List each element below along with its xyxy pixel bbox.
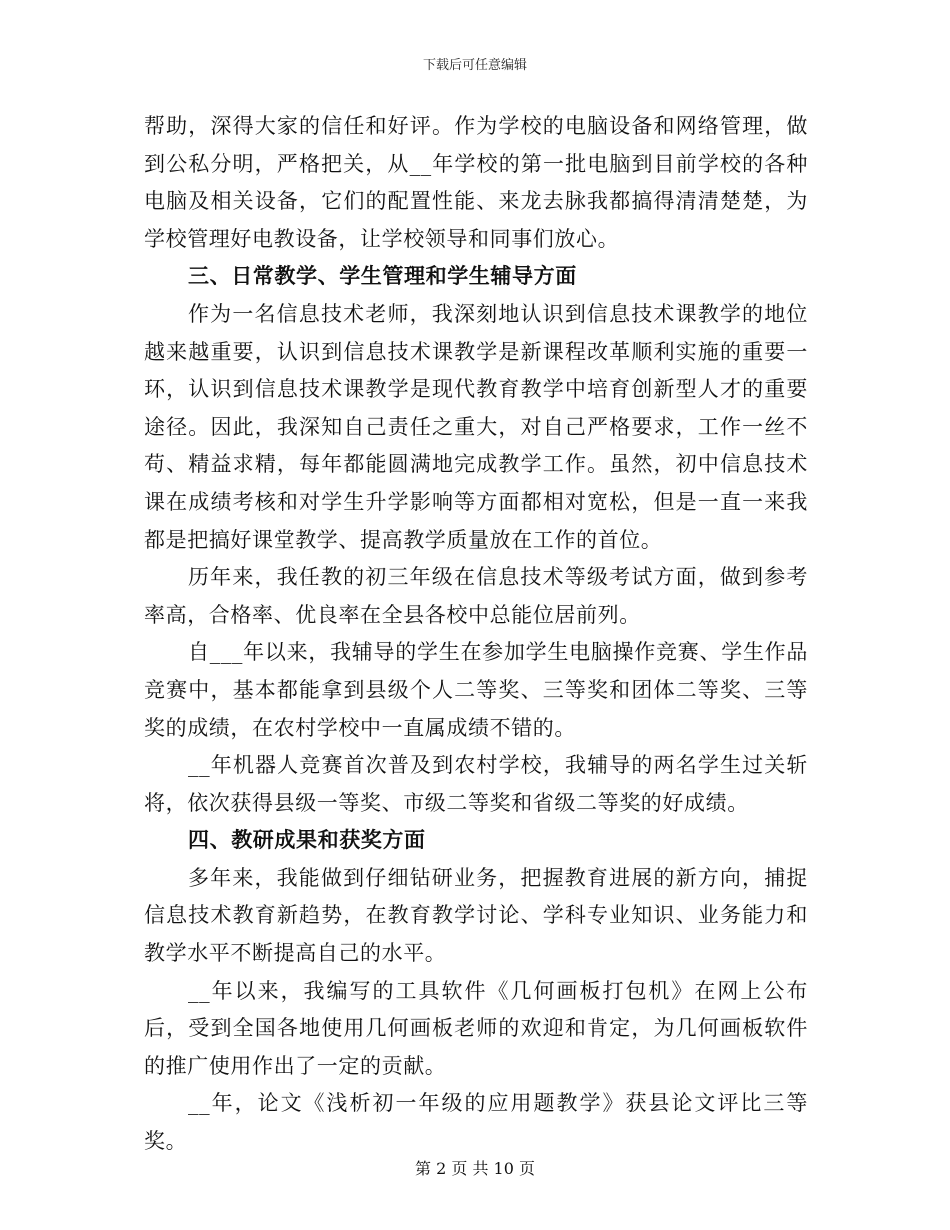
paragraph: __年以来，我编写的工具软件《几何画板打包机》在网上公布后，受到全国各地使用几何画板老师的欢迎和肯定，为几何画板软件的推广使用作出了一定的贡献。: [144, 978, 808, 1078]
paragraph: 多年来，我能做到仔细钻研业务，把握教育进展的新方向，捕捉信息技术教育新趋势，在教育教学讨论、学科专业知识、业务能力和教学水平不断提高自己的水平。: [144, 865, 808, 966]
paragraph-continued: 帮助，深得大家的信任和好评。作为学校的电脑设备和网络管理，做到公私分明，严格把关，从__年学校的第一批电脑到目前学校的各种电脑及相关设备，它们的配置性能、来龙去脉我都搞得清清楚楚，为学校管理好电教设备，让学校领导和同事们放心。: [144, 114, 808, 251]
document-body: [144, 108, 808, 1161]
section-heading-3: 三、日常教学、学生管理和学生辅导方面: [188, 264, 577, 289]
page-number: 第 2 页 共 10 页: [415, 1159, 535, 1178]
paragraph: 历年来，我任教的初三年级在信息技术等级考试方面，做到参考率高，合格率、优良率在全县各校中总能位居前列。: [144, 565, 808, 627]
header-note: 下载后可任意编辑: [422, 58, 527, 73]
section-heading-4: 四、教研成果和获奖方面: [188, 828, 426, 853]
paragraph: __年机器人竞赛首次普及到农村学校，我辅导的两名学生过关斩将，依次获得县级一等奖、市级二等奖和省级二等奖的好成绩。: [144, 753, 808, 815]
paragraph: 自___年以来，我辅导的学生在参加学生电脑操作竞赛、学生作品竞赛中，基本都能拿到县级个人二等奖、三等奖和团体二等奖、三等奖的成绩，在农村学校中一直属成绩不错的。: [144, 640, 808, 740]
paragraph: __年，论文《浅析初一年级的应用题教学》获县论文评比三等奖。: [144, 1091, 808, 1154]
paragraph: 作为一名信息技术老师，我深刻地认识到信息技术课教学的地位越来越重要，认识到信息技术课教学是新课程改革顺利实施的重要一环，认识到信息技术课教学是现代教育教学中培育创新型人才的重要途径。因此，我深知自己责任之重大，对自己严格要求，工作一丝不苟、精益求精，每年都能圆满地完成教学工作。虽然，初中信息技术课在成绩考核和对学生升学影响等方面都相对宽松，但是一直一来我都是把搞好课堂教学、提高教学质量放在工作的首位。: [144, 301, 808, 552]
